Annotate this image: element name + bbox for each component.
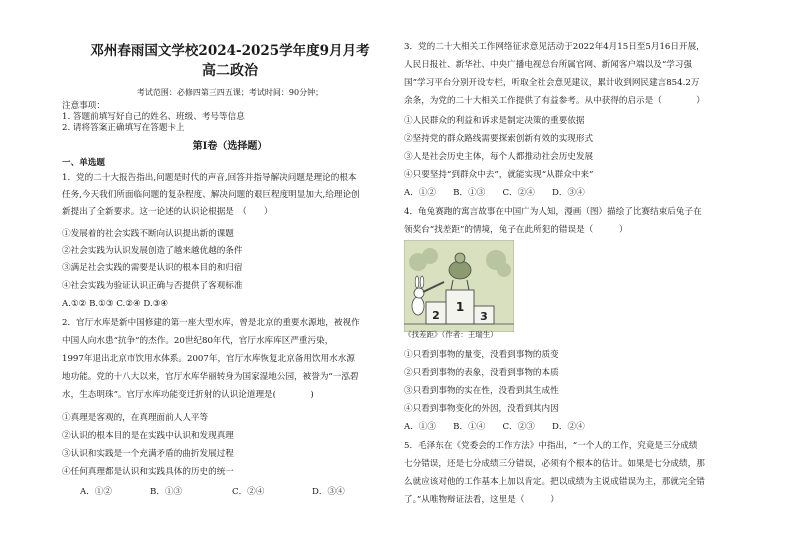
q5-line-3: 么就应该对他的工作基本上加以肯定。把以成绩为主说成错误为主，那就完全错: [404, 477, 705, 487]
q2-option-4: ④任何真理都是认识和实践具体的历史的统一: [62, 467, 234, 477]
cartoon-figure: [404, 240, 514, 332]
q2-option-2: ②认识的根本目的是在实践中认识和发现真理: [62, 431, 234, 441]
q4-option-3: ③只看到事物的实在性，没看到其生成性: [404, 386, 559, 396]
q5-line-4: 了。”从唯物辩证法看，这里是（ ）: [404, 495, 559, 505]
q2-answer-d: D．③④: [312, 487, 345, 497]
q4-line-1: 4．龟兔赛跑的寓言故事在中国广为人知，漫画（图）描绘了比赛结束后兔子在: [404, 207, 702, 217]
q1-option-3: ③满足社会实践的需要是认识的根本目的和归宿: [62, 263, 243, 273]
q3-option-4: ④只要坚持“到群众中去”，就能实现“从群众中来”: [404, 170, 594, 180]
subject-title: 高二政治: [202, 63, 258, 79]
q5-line-2: 七分错误，还是七分成绩三分错误，必须有个根本的估计。如果是七分成绩，那: [404, 459, 705, 469]
notice-1: 1. 答题前填写好自己的姓名、班级、考号等信息: [62, 112, 245, 122]
podium-second: 2: [432, 309, 440, 322]
q2-option-1: ①真理是客观的，在真理面前人人平等: [62, 413, 209, 423]
notice-2: 2. 请将答案正确填写在答题卡上: [62, 123, 185, 133]
section-title: 第Ⅰ卷（选择题）: [192, 141, 268, 152]
q4-option-1: ①只看到事物的量变，没看到事物的质变: [404, 350, 559, 360]
q1-option-1: ①发展着的社会实践不断向认识提出新的课题: [62, 229, 234, 239]
q2-answer-a: A．①②: [80, 487, 112, 497]
podium-third: 3: [480, 310, 488, 323]
q3-line-1: 3．党的二十大相关工作网络征求意见活动于2022年4月15日至5月16日开展，: [404, 42, 705, 52]
podium-first: 1: [455, 300, 465, 314]
figure-caption: 《找差距》（作者：王瑞生）: [404, 330, 498, 339]
q3-answers: A．①② B．①③ C．②④ D．③④: [404, 188, 585, 198]
q1-line-2: 任务,今天我们所面临问题的复杂程度、解决问题的艰巨程度明显加大,给理论创: [62, 190, 360, 200]
notice-title: 注意事项：: [62, 101, 105, 111]
q1-option-4: ④社会实践为验证认识正确与否提供了客观标准: [62, 281, 243, 291]
exam-info: 考试范围：必修四第三四五课；考试时间：90分钟；: [136, 88, 324, 97]
left-column: [62, 0, 398, 560]
q3-line-4: 余条，为党的二十大相关工作提供了有益参考。从中获得的启示是（ ）: [404, 96, 705, 106]
q4-line-2: 领奖台“找差距”的情境，兔子在此所犯的错误是（ ）: [404, 225, 628, 235]
q1-answers: A.①② B.①③ C.②④ D.③④: [62, 299, 169, 309]
q2-option-3: ③认识和实践是一个充满矛盾的曲折发展过程: [62, 449, 234, 459]
right-column: [404, 0, 738, 560]
q3-line-2: 人民日报社、新华社、中央广播电视总台所属官网、新闻客户端以及“学习强: [404, 60, 692, 70]
q3-option-2: ②坚持党的群众路线需要探索创新有效的实现形式: [404, 134, 594, 144]
q4-option-2: ②只看到事物的表象，没看到事物的本质: [404, 368, 559, 378]
q3-option-3: ③人是社会历史主体，每个人都推动社会历史发展: [404, 152, 594, 162]
section-subtitle: 一、单选题: [62, 158, 105, 168]
q2-line-3: 1997年退出北京市饮用水体系。2007年，官厅水库恢复北京备用饮用水水源: [62, 354, 355, 364]
q2-line-5: 水，生态明珠”。官厅水库功能变迁折射的认识论道理是( ): [62, 390, 314, 400]
q2-line-4: 地功能。党的十八大以来，官厅水库华丽转身为国家湿地公园，被誉为“一泓碧: [62, 372, 359, 382]
q5-line-1: 5．毛泽东在《党委会的工作方法》中指出，“一个人的工作，究竟是三分成绩: [404, 441, 698, 451]
q1-option-2: ②社会实践为认识发展创造了越来越优越的条件: [62, 246, 243, 256]
q2-line-2: 中国人向水患“抗争”的杰作。20世纪80年代，官厅水库库区严重污染，: [62, 336, 334, 346]
q3-line-3: 国”学习平台分别开设专栏，听取全社会意见建议，累计收到网民建言854.2万: [404, 78, 700, 88]
q3-option-1: ①人民群众的利益和诉求是制定决策的重要依据: [404, 116, 585, 126]
q1-line-1: 1．党的二十大报告指出,问题是时代的声音,回答并指导解决问题是理论的根本: [62, 173, 357, 183]
q4-option-4: ④只看到事物变化的外因，没看到其内因: [404, 404, 559, 414]
q1-line-3: 新提出了全新要求。这一论述的认识论根据是 （ ）: [62, 207, 273, 217]
school-title: 邓州春雨国文学校2024-2025学年度9月月考: [90, 43, 370, 59]
q2-line-1: 2．官厅水库是新中国修建的第一座大型水库，曾是北京的重要水源地，被视作: [62, 318, 360, 328]
q2-answer-b: B．①③: [150, 487, 183, 497]
q2-answer-c: C．②④: [232, 487, 265, 497]
q4-answers: A．①③ B．①④ C．②③ D．②④: [404, 422, 585, 432]
